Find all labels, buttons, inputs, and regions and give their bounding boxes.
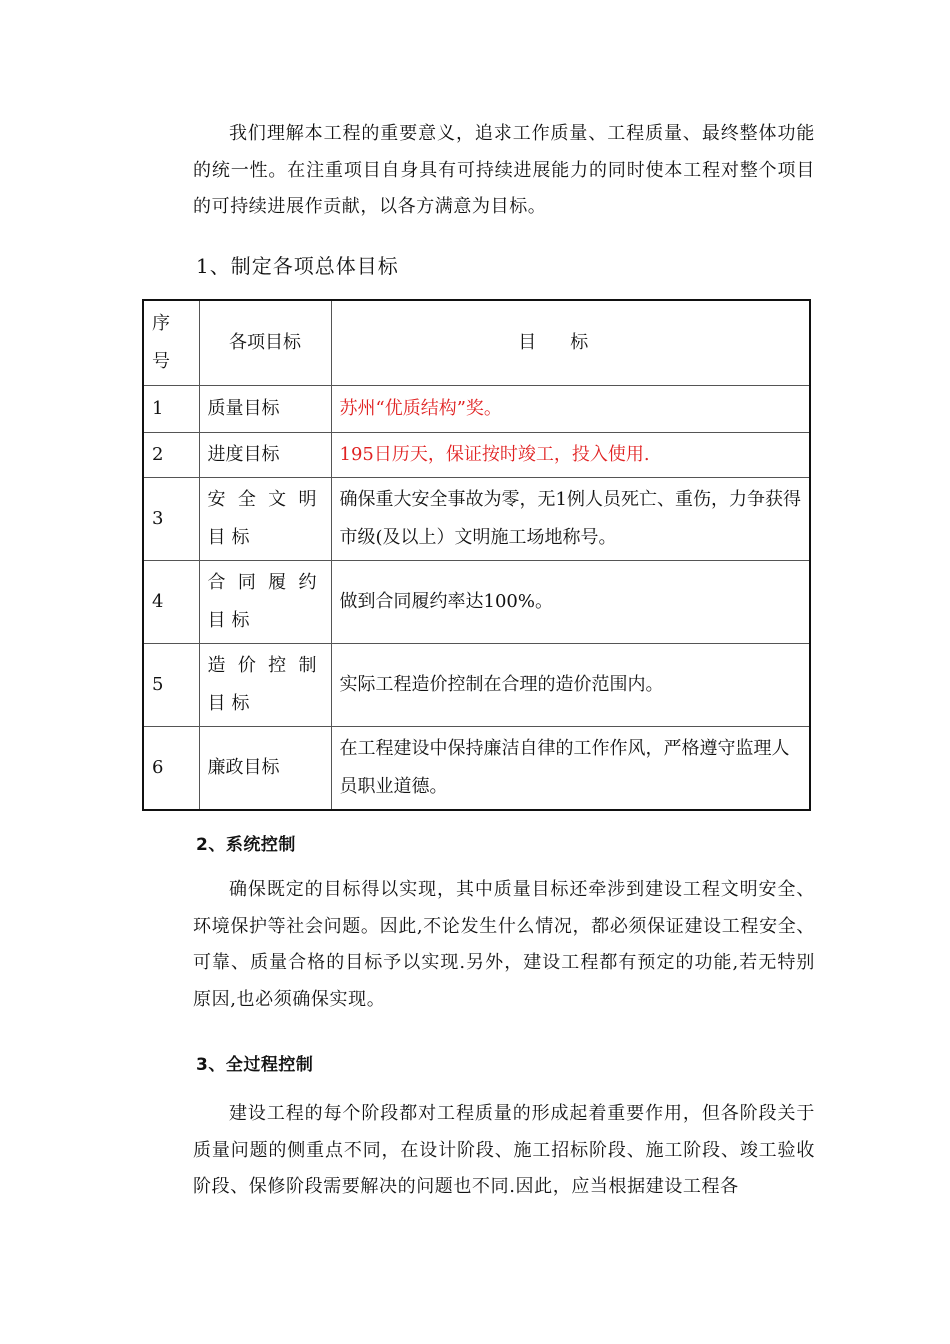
goals-table	[142, 299, 811, 811]
row-goal: 在工程建设中保持廉洁自律的工作作风，严格遵守监理人员职业道德。	[331, 727, 810, 811]
row-item: 合同履约目标	[199, 561, 331, 644]
row-seq: 6	[143, 727, 199, 811]
row-item: 质量目标	[199, 386, 331, 433]
row-seq: 3	[143, 478, 199, 561]
row-item: 安全文明目标	[199, 478, 331, 561]
header-item: 各项目标	[199, 300, 331, 386]
section2-paragraph: 确保既定的目标得以实现，其中质量目标还牵涉到建设工程文明安全、环境保护等社会问题。因此,不论发生什么情况，都必须保证建设工程安全、可靠、质量合格的目标予以实现.另外，建设工程都有预定的功能,若无特别原因,也必须确保实现。	[193, 879, 815, 1010]
table-header-row	[143, 300, 810, 386]
section1-title: 1、制定各项总体目标	[196, 254, 399, 278]
table-row	[143, 561, 810, 644]
row-seq: 1	[143, 386, 199, 433]
row-item: 廉政目标	[199, 727, 331, 811]
intro-paragraph: 我们理解本工程的重要意义，追求工作质量、工程质量、最终整体功能的统一性。在注重项目自身具有可持续进展能力的同时使本工程对整个项目的可持续进展作贡献，以各方满意为目标。	[193, 123, 815, 217]
row-goal: 做到合同履约率达100%。	[331, 561, 810, 644]
row-seq: 5	[143, 644, 199, 727]
table-row	[143, 727, 810, 811]
row-goal: 195日历天，保证按时竣工，投入使用.	[331, 433, 810, 478]
row-goal: 实际工程造价控制在合理的造价范围内。	[331, 644, 810, 727]
header-goal: 目标	[331, 300, 810, 386]
table-row	[143, 433, 810, 478]
row-item: 造价控制目标	[199, 644, 331, 727]
section3-title: 3、全过程控制	[196, 1055, 314, 1075]
table-row	[143, 386, 810, 433]
row-goal: 确保重大安全事故为零，无1例人员死亡、重伤，力争获得市级(及以上）文明施工场地称号。	[331, 478, 810, 561]
section2-title: 2、系统控制	[196, 835, 296, 855]
table-row	[143, 644, 810, 727]
row-item: 进度目标	[199, 433, 331, 478]
row-seq: 4	[143, 561, 199, 644]
section3-paragraph: 建设工程的每个阶段都对工程质量的形成起着重要作用，但各阶段关于质量问题的侧重点不同，在设计阶段、施工招标阶段、施工阶段、竣工验收阶段、保修阶段需要解决的问题也不同.因此，应当根据建设工程各	[193, 1103, 815, 1197]
table-row	[143, 478, 810, 561]
row-seq: 2	[143, 433, 199, 478]
header-seq: 序号	[143, 300, 199, 386]
row-goal: 苏州“优质结构”奖。	[331, 386, 810, 433]
